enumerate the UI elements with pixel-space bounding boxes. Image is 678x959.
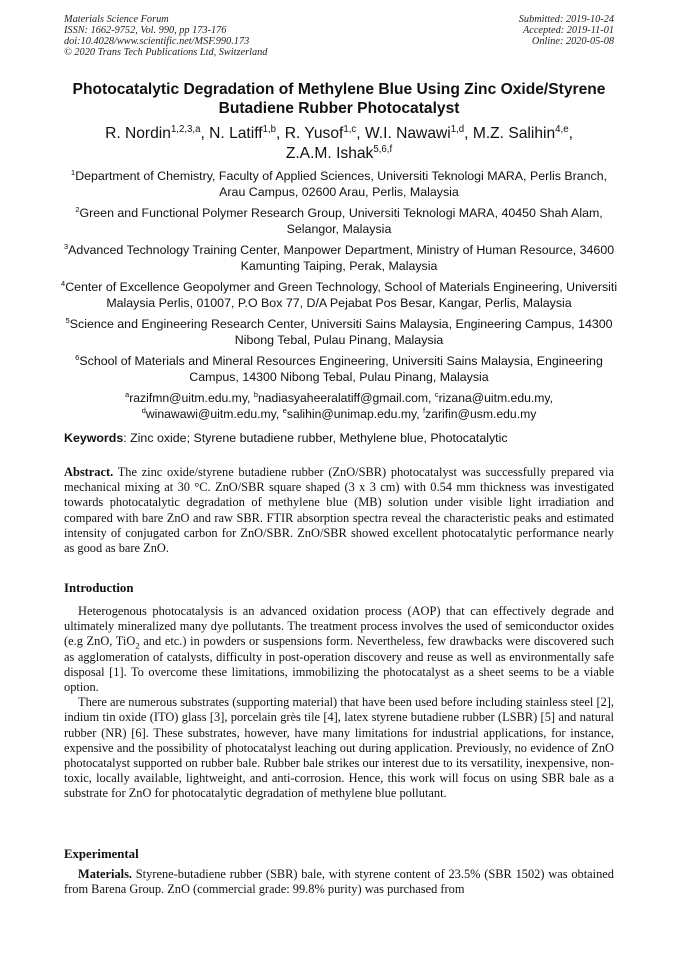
- materials-label: Materials.: [78, 867, 133, 881]
- affiliation: $^2$Green and Functional Polymer Research Group, Universiti Teknologi MARA, 40450 Shah Alam, Selangor, Malaysia: [75, 204, 603, 236]
- abstract-label: Abstract.: [64, 465, 114, 479]
- affiliation: $^4$Center of Excellence Geopolymer and Green Technology, School of Materials Engineering, Universiti Malaysia Perlis, 01007, P.O Box 77, D/A Pejabat Pos Besar, Kangar, Perlis, Malaysia: [60, 278, 618, 310]
- online-date: Online: 2020-05-08: [531, 36, 614, 47]
- author: Z.A.M. Ishak$^{5,6,f}$: [285, 143, 393, 162]
- email: $^c$rizana@uitm.edu.my,: [434, 389, 553, 405]
- paper-title: [50, 80, 628, 118]
- experimental-heading: Experimental: [64, 847, 139, 861]
- introduction-body: [64, 604, 614, 802]
- paragraph: There are numerous substrates (supporting material) that have been used before including stainless steel [2], indium tin oxide (ITO) glass [3], porcelain grès tile [4], latex styrene butadiene rubber (LSBR) [5] and natural rubber (NR) [6]. These substrates, however, have many limitations for industrial applications, for instance, expensive and the possibility of photocatalyst leaching out during application. Previously, no evidence of ZnO photocatalyst supported on rubber bale. Rubber bale strikes our interest due to its versatility, inexpensive, non-toxic, locally available, lightweight, and anti-corrosion. Hence, this work will focus on using SBR bale as a substrate for ZnO for photocatalytic degradation of methylene blue pollutant.: [64, 695, 614, 801]
- paragraph: Heterogenous photocatalysis is an advanced oxidation process (AOP) that can effectively degrade and ultimately mineralized many dye pollutants. The treatment process involves the used of semiconductor oxides (e.g ZnO, TiO$_2$ and etc.) in powders or suspensions form. Nevertheless, few drawbacks were discovered such as agglomeration of catalysts, difficulty in post-operation discovery and reuse as well as environmentally safe disposal [1]. To overcome these limitations, immobilizing the photocatalyst as a sheet seems to be a viable option.: [64, 604, 614, 695]
- dates-header: [519, 14, 614, 47]
- email-list: [60, 390, 618, 422]
- author: M.Z. Salihin$^{4,e}$,: [472, 123, 573, 142]
- affiliation: $^5$Science and Engineering Research Center, Universiti Sains Malaysia, Engineering Campus, 14300 Nibong Tebal, Pulau Pinang, Malaysia: [65, 315, 613, 347]
- copyright: © 2020 Trans Tech Publications Ltd, Switzerland: [64, 47, 268, 58]
- abstract: [64, 465, 614, 556]
- author-list: [50, 124, 628, 164]
- journal-header: [64, 14, 267, 58]
- affiliation: $^6$School of Materials and Mineral Resources Engineering, Universiti Sains Malaysia, Engineering Campus, 14300 Nibong Tebal, Pulau Pinang, Malaysia: [75, 352, 603, 384]
- journal-name: Materials Science Forum: [64, 14, 169, 25]
- email: $^f$zarifin@usm.edu.my: [422, 405, 537, 421]
- title-line-2: Butadiene Rubber Photocatalyst: [218, 100, 460, 117]
- experimental-body: [64, 867, 614, 897]
- email: $^d$winawawi@uitm.edu.my,: [141, 405, 283, 421]
- doi: doi:10.4028/www.scientific.net/MSF.990.173: [64, 36, 250, 47]
- keywords: [64, 430, 614, 446]
- author: R. Nordin$^{1,2,3,a}$,: [105, 123, 210, 142]
- paragraph: Materials. Styrene-butadiene rubber (SBR) bale, with styrene content of 23.5% (SBR 1502) was obtained from Barena Group. ZnO (commercial grade: 99.8% purity) was purchased from: [64, 867, 614, 897]
- affiliation: $^3$Advanced Technology Training Center, Manpower Department, Ministry of Human Resource, 34600 Kamunting Taiping, Perak, Malaysia: [63, 241, 615, 273]
- abstract-text: The zinc oxide/styrene butadiene rubber (ZnO/SBR) photocatalyst was successfully prepared via mechanical mixing at 30 °C. ZnO/SBR square shaped (3 x 3 cm) with 0.54 mm thickness was investigated towards photocatalytic degradation of methylene blue (MB) solution under visible light irradiation and compared with bare ZnO and raw SBR. FTIR absorption spectra reveal the characteristic peaks and estimated intensity of conjugated carbon for ZnO/SBR. ZnO/SBR showed excellent photocatalytic performance nearly as good as bare ZnO.: [64, 465, 614, 556]
- email: $^e$salihin@unimap.edu.my,: [282, 405, 423, 421]
- introduction-heading: Introduction: [64, 581, 134, 595]
- accepted-date: Accepted: 2019-11-01: [522, 25, 614, 36]
- issn: ISSN: 1662-9752, Vol. 990, pp 173-176: [64, 25, 227, 36]
- author: N. Latiff$^{1,b}$,: [209, 123, 285, 142]
- keywords-label: Keywords: [64, 431, 124, 445]
- title-line-1: Photocatalytic Degradation of Methylene Blue Using Zinc Oxide/Styrene: [72, 81, 606, 98]
- email: $^a$razifmn@uitm.edu.my,: [125, 389, 254, 405]
- author: R. Yusof$^{1,c}$,: [284, 123, 365, 142]
- keywords-text: : Zinc oxide; Styrene butadiene rubber, Methylene blue, Photocatalytic: [123, 431, 508, 445]
- affiliation: $^1$Department of Chemistry, Faculty of Applied Sciences, Universiti Teknologi MARA, Perlis Branch, Arau Campus, 02600 Arau, Perlis, Malaysia: [70, 167, 608, 199]
- email: $^b$nadiasyaheeralatiff@gmail.com,: [253, 389, 435, 405]
- submitted-date: Submitted: 2019-10-24: [518, 14, 614, 25]
- author: W.I. Nawawi$^{1,d}$,: [364, 123, 473, 142]
- affiliations: [60, 168, 618, 422]
